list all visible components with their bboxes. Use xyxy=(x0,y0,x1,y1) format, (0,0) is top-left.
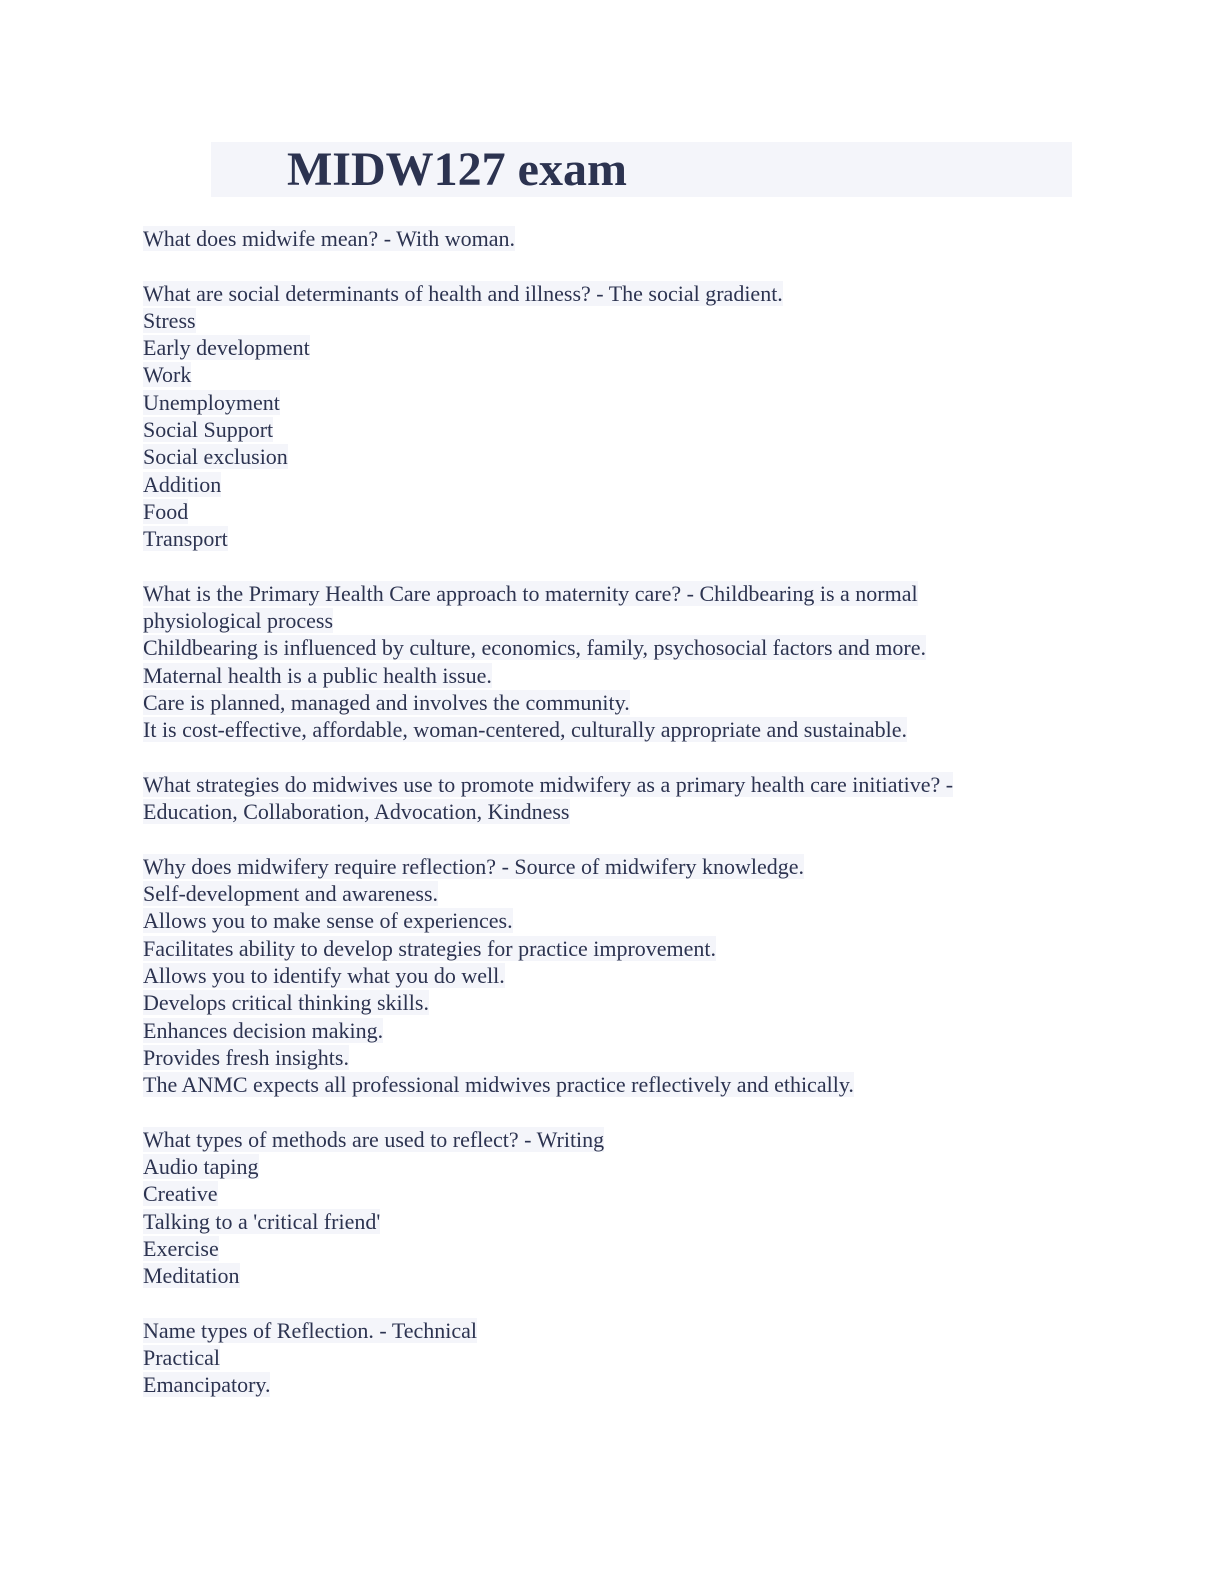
text-line xyxy=(143,252,1043,279)
text-line: What does midwife mean? - With woman. xyxy=(143,226,515,251)
text-line: Food xyxy=(143,498,189,524)
text-line: Addition xyxy=(143,471,222,497)
text-line: Name types of Reflection. - Technical xyxy=(143,1317,478,1343)
text-line xyxy=(143,553,1043,580)
text-line: Social exclusion xyxy=(143,444,288,470)
text-line: It is cost-effective, affordable, woman-centered, culturally appropriate and sustainable. xyxy=(143,717,907,743)
text-line: Practical xyxy=(143,1345,220,1371)
text-line: What types of methods are used to reflect? - Writing xyxy=(143,1126,605,1152)
text-line: Meditation xyxy=(143,1263,240,1289)
text-line: Provides fresh insights. xyxy=(143,1044,349,1070)
text-line: Facilitates ability to develop strategies for practice improvement. xyxy=(143,935,717,961)
text-line: Why does midwifery require reflection? - Source of midwifery knowledge. xyxy=(143,853,804,879)
text-line: Maternal health is a public health issue. xyxy=(143,662,492,688)
text-line: Talking to a 'critical friend' xyxy=(143,1208,381,1234)
text-line: Stress xyxy=(143,307,196,333)
text-line xyxy=(143,1099,1043,1126)
text-line: Early development xyxy=(143,335,310,361)
text-line: Emancipatory. xyxy=(143,1372,271,1398)
text-line: physiological process xyxy=(143,608,334,634)
document-title: MIDW127 exam xyxy=(287,143,627,196)
text-line: Work xyxy=(143,362,192,388)
text-line: What are social determinants of health and illness? - The social gradient. xyxy=(143,280,783,306)
text-line: Audio taping xyxy=(143,1154,259,1180)
text-line: Education, Collaboration, Advocation, Kindness xyxy=(143,799,570,825)
text-line: What is the Primary Health Care approach to maternity care? - Childbearing is a normal xyxy=(143,580,918,606)
text-line xyxy=(143,826,1043,853)
text-line: Creative xyxy=(143,1181,218,1207)
text-line: The ANMC expects all professional midwives practice reflectively and ethically. xyxy=(143,1072,854,1098)
text-line: Allows you to identify what you do well. xyxy=(143,963,505,989)
text-line: Social Support xyxy=(143,417,274,443)
text-line: Care is planned, managed and involves the community. xyxy=(143,690,630,716)
text-line: What strategies do midwives use to promote midwifery as a primary health care initiative? - xyxy=(143,771,954,797)
text-line: Self-development and awareness. xyxy=(143,881,439,907)
text-line: Unemployment xyxy=(143,389,280,415)
text-line: Enhances decision making. xyxy=(143,1017,384,1043)
text-line: Transport xyxy=(143,526,228,552)
text-line xyxy=(143,744,1043,771)
text-line: Exercise xyxy=(143,1235,219,1261)
text-line: Allows you to make sense of experiences. xyxy=(143,908,513,934)
text-line: Childbearing is influenced by culture, economics, family, psychosocial factors and more. xyxy=(143,635,927,661)
document-body xyxy=(143,225,1043,1399)
text-line xyxy=(143,1290,1043,1317)
text-line: Develops critical thinking skills. xyxy=(143,990,429,1016)
